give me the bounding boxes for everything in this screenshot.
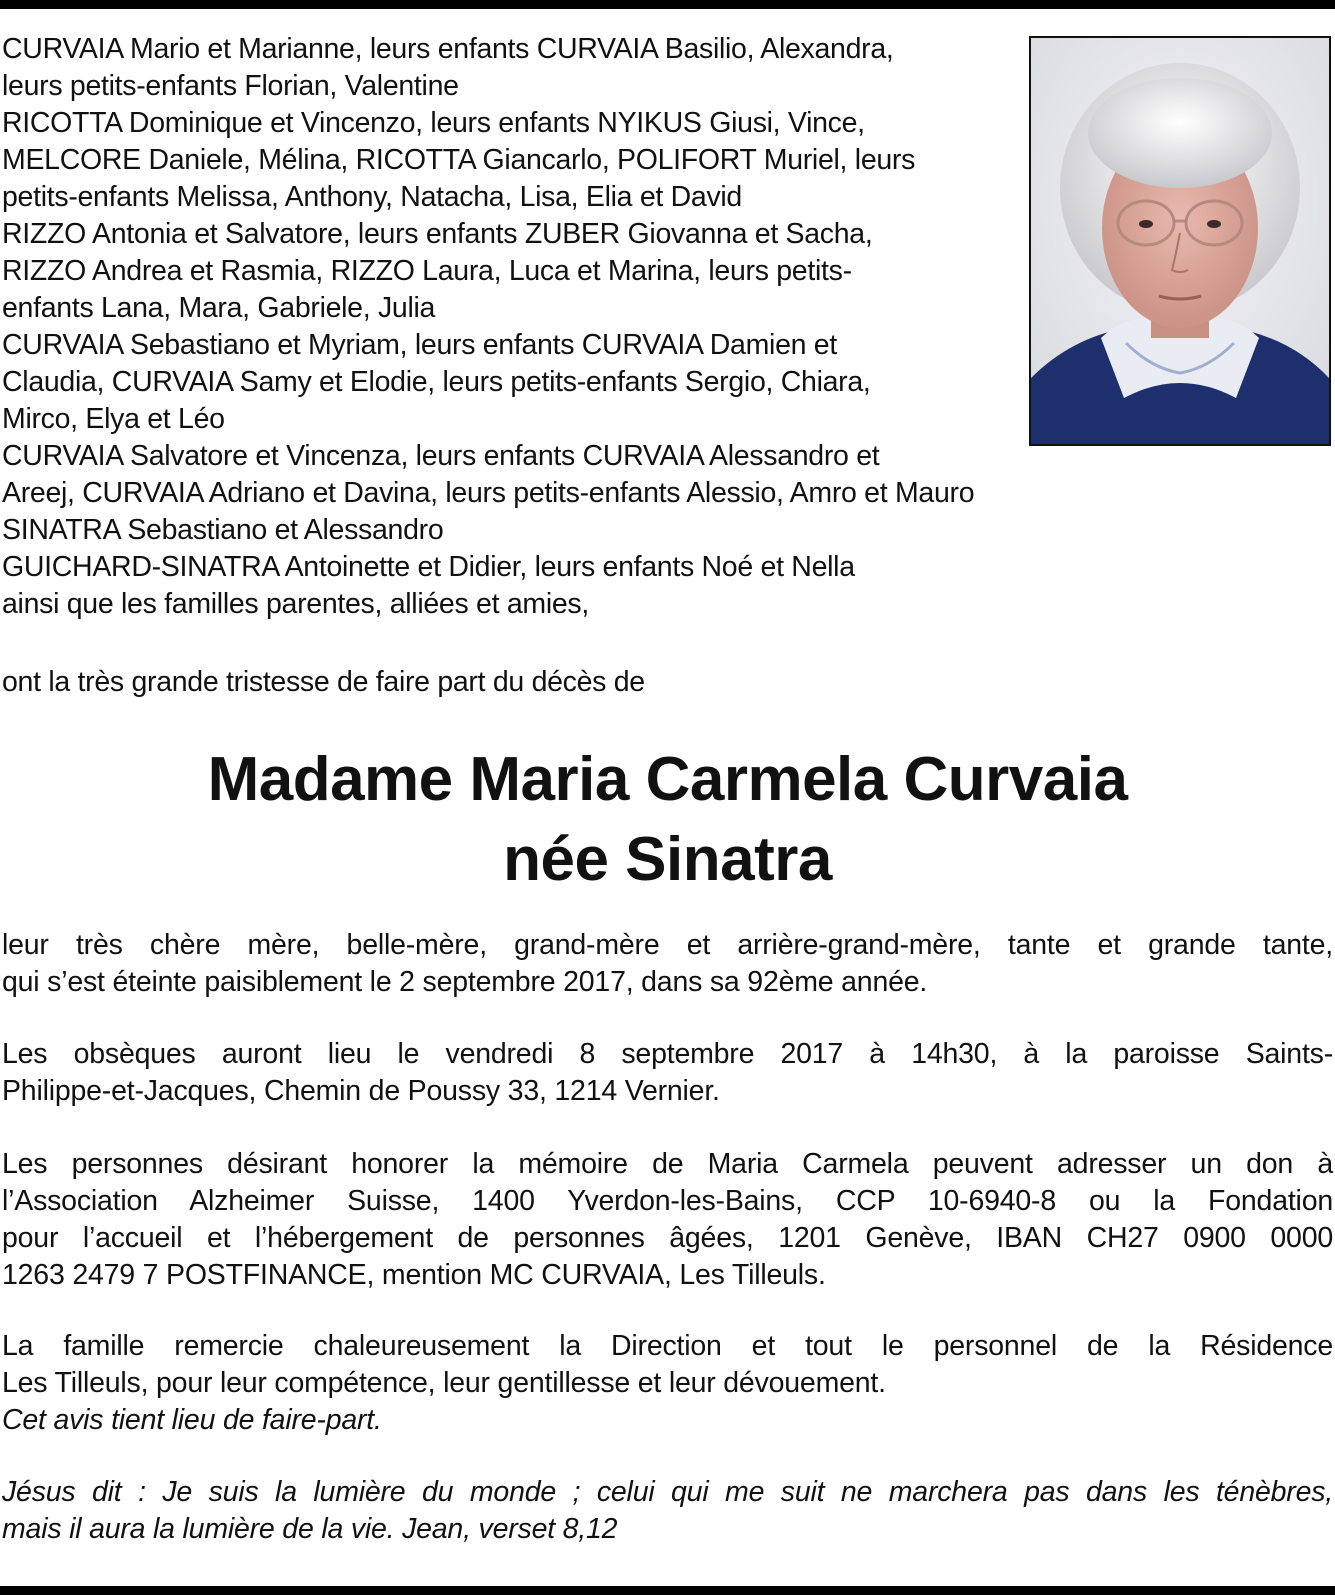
donation-line: l’Association Alzheimer Suisse, 1400 Yverdon-les-Bains, CCP 10-6940-8 ou la Fondation bbox=[2, 1185, 1333, 1217]
thanks-line: Les Tilleuls, pour leur compétence, leur gentillesse et leur dévouement. bbox=[2, 1367, 886, 1399]
funeral-line: Les obsèques auront lieu le vendredi 8 septembre 2017 à 14h30, à la paroisse Saints- bbox=[2, 1038, 1333, 1070]
family-line: enfants Lana, Mara, Gabriele, Julia bbox=[2, 292, 436, 324]
family-line: RIZZO Antonia et Salvatore, leurs enfants ZUBER Giovanna et Sacha, bbox=[2, 218, 873, 250]
donation-paragraph bbox=[2, 1146, 1333, 1294]
family-line: CURVAIA Sebastiano et Myriam, leurs enfants CURVAIA Damien et bbox=[2, 329, 837, 361]
funeral-paragraph bbox=[2, 1036, 1333, 1110]
family-line: ainsi que les familles parentes, alliées et amies, bbox=[2, 588, 589, 620]
family-line: CURVAIA Salvatore et Vincenza, leurs enfants CURVAIA Alessandro et bbox=[2, 440, 880, 472]
deceased-maiden-name: née Sinatra bbox=[503, 825, 832, 894]
top-rule bbox=[0, 0, 1335, 9]
deceased-name-block bbox=[0, 740, 1335, 900]
donation-line: Les personnes désirant honorer la mémoire de Maria Carmela peuvent adresser un don à bbox=[2, 1148, 1333, 1180]
funeral-line: Philippe-et-Jacques, Chemin de Poussy 33, 1214 Vernier. bbox=[2, 1075, 720, 1107]
family-line: GUICHARD-SINATRA Antoinette et Didier, leurs enfants Noé et Nella bbox=[2, 551, 855, 583]
family-line: Mirco, Elya et Léo bbox=[2, 403, 225, 435]
family-line: Areej, CURVAIA Adriano et Davina, leurs petits-enfants Alessio, Amro et Mauro bbox=[2, 477, 975, 509]
relation-line: leur très chère mère, belle-mère, grand-mère et arrière-grand-mère, tante et grande tante, bbox=[2, 929, 1333, 961]
relation-line: qui s’est éteinte paisiblement le 2 septembre 2017, dans sa 92ème année. bbox=[2, 966, 928, 998]
family-line: MELCORE Daniele, Mélina, RICOTTA Giancarlo, POLIFORT Muriel, leurs bbox=[2, 144, 916, 176]
thanks-paragraph bbox=[2, 1328, 1333, 1439]
family-list bbox=[2, 31, 1202, 623]
intro-text: ont la très grande tristesse de faire part du décès de bbox=[2, 666, 645, 698]
donation-line: pour l’accueil et l’hébergement de personnes âgées, 1201 Genève, IBAN CH27 0900 0000 bbox=[2, 1222, 1333, 1254]
family-line: leurs petits-enfants Florian, Valentine bbox=[2, 70, 459, 102]
relation-paragraph bbox=[2, 927, 1333, 1001]
family-line: petits-enfants Melissa, Anthony, Natacha, Lisa, Elia et David bbox=[2, 181, 742, 213]
verse-line: Jésus dit : Je suis la lumière du monde ; celui qui me suit ne marchera pas dans les ténèbres, bbox=[2, 1476, 1333, 1508]
donation-line: 1263 2479 7 POSTFINANCE, mention MC CURVAIA, Les Tilleuls. bbox=[2, 1259, 826, 1291]
deceased-name: Madame Maria Carmela Curvaia bbox=[207, 745, 1128, 814]
family-line: Claudia, CURVAIA Samy et Elodie, leurs petits-enfants Sergio, Chiara, bbox=[2, 366, 871, 398]
family-line: CURVAIA Mario et Marianne, leurs enfants CURVAIA Basilio, Alexandra, bbox=[2, 33, 894, 65]
family-line: RICOTTA Dominique et Vincenzo, leurs enfants NYIKUS Giusi, Vince, bbox=[2, 107, 865, 139]
thanks-line: La famille remercie chaleureusement la Direction et tout le personnel de la Résidence bbox=[2, 1330, 1333, 1362]
verse-line: mais il aura la lumière de la vie. Jean, verset 8,12 bbox=[2, 1513, 618, 1545]
family-line: SINATRA Sebastiano et Alessandro bbox=[2, 514, 444, 546]
verse-paragraph bbox=[2, 1474, 1333, 1548]
portrait-photo bbox=[1029, 36, 1331, 446]
family-line: RIZZO Andrea et Rasmia, RIZZO Laura, Luca et Marina, leurs petits- bbox=[2, 255, 852, 287]
bottom-rule bbox=[0, 1586, 1335, 1595]
notice-line: Cet avis tient lieu de faire-part. bbox=[2, 1404, 382, 1436]
